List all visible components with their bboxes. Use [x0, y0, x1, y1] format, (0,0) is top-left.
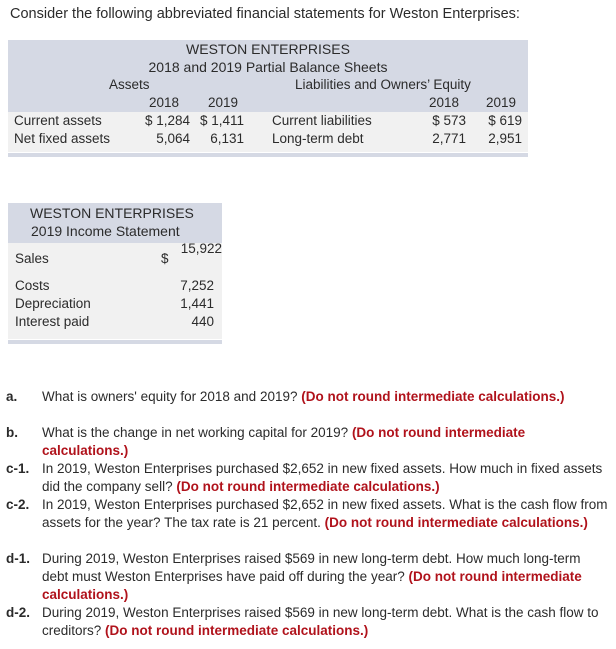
interest-paid-value: 440: [191, 314, 214, 329]
costs-value: 7,252: [180, 278, 214, 293]
row-label-current-assets: Current assets: [14, 113, 102, 128]
question-a-label: a.: [6, 389, 18, 404]
question-c1-note: (Do not round intermediate calculations.): [176, 479, 440, 494]
question-c2-label: c-2.: [6, 497, 30, 512]
question-c1: [42, 460, 608, 496]
question-d1-note: (Do not round intermediate calculations.): [42, 569, 582, 602]
question-c2-note: (Do not round intermediate calculations.): [324, 515, 588, 530]
income-statement-table: [8, 203, 222, 343]
question-b-label: b.: [6, 425, 18, 440]
question-d1-text: During 2019, Weston Enterprises raised $569 in new long-term debt. How much long-term debt must Weston Enterprises have paid off during the year?: [42, 551, 581, 584]
assets-year-2019: 2019: [208, 95, 239, 110]
question-b-text: What is the change in net working capital for 2019?: [42, 425, 352, 440]
question-c2-text: In 2019, Weston Enterprises purchased $2,652 in new fixed assets. What is the cash flow from assets for the year? The tax rate is 21 percent.: [42, 497, 608, 530]
current-liabilities-2019: $ 619: [488, 113, 522, 128]
depreciation-value: 1,441: [180, 296, 214, 311]
net-fixed-assets-2019: 6,131: [210, 131, 244, 146]
row-label-costs: Costs: [15, 278, 50, 293]
question-d2-note: (Do not round intermediate calculations.): [105, 623, 369, 638]
question-c1-text: In 2019, Weston Enterprises purchased $2,652 in new fixed assets. How much in fixed assets did the company sell?: [42, 461, 603, 494]
long-term-debt-2019: 2,951: [488, 131, 522, 146]
current-assets-2018: $ 1,284: [144, 113, 190, 128]
question-a-text: What is owners' equity for 2018 and 2019?: [42, 389, 302, 404]
long-term-debt-2018: 2,771: [432, 131, 466, 146]
row-label-current-liabilities: Current liabilities: [272, 113, 372, 128]
assets-year-2018: 2018: [149, 95, 180, 110]
balance-sheet-table: [8, 40, 528, 158]
balance-sheet-title: 2018 and 2019 Partial Balance Sheets: [148, 59, 388, 75]
question-d2: [42, 604, 608, 640]
row-label-net-fixed-assets: Net fixed assets: [14, 131, 111, 146]
liab-year-2019: 2019: [486, 95, 517, 110]
income-statement-company: WESTON ENTERPRISES: [30, 205, 194, 221]
question-d1: [42, 550, 608, 604]
balance-sheet-company: WESTON ENTERPRISES: [186, 41, 350, 57]
row-label-long-term-debt: Long-term debt: [272, 131, 364, 146]
row-label-interest-paid: Interest paid: [15, 314, 90, 329]
question-b-note: (Do not round intermediate calculations.): [42, 425, 526, 458]
assets-header: Assets: [109, 77, 150, 92]
question-c2: [42, 496, 608, 532]
question-a-note: (Do not round intermediate calculations.): [301, 389, 565, 404]
row-label-sales: Sales: [15, 251, 49, 266]
intro-text: Consider the following abbreviated financial statements for Weston Enterprises:: [10, 6, 520, 22]
current-assets-2019: $ 1,411: [199, 113, 244, 128]
question-c1-label: c-1.: [6, 461, 30, 476]
question-d1-label: d-1.: [6, 551, 31, 566]
sales-value: 15,922: [180, 241, 222, 256]
net-fixed-assets-2018: 5,064: [156, 131, 190, 146]
question-a: [42, 388, 608, 406]
sales-currency: $: [161, 251, 169, 266]
current-liabilities-2018: $ 573: [432, 113, 466, 128]
question-d2-text: During 2019, Weston Enterprises raised $569 in new long-term debt. What is the cash flow to creditors?: [42, 605, 599, 638]
liabilities-header: Liabilities and Owners’ Equity: [295, 77, 471, 92]
question-b: [42, 424, 608, 460]
liab-year-2018: 2018: [429, 95, 460, 110]
question-d2-label: d-2.: [6, 605, 31, 620]
row-label-depreciation: Depreciation: [15, 296, 91, 311]
income-statement-bottom-rule: [8, 340, 222, 344]
balance-sheet-bottom-rule: [8, 153, 528, 157]
income-statement-title: 2019 Income Statement: [31, 223, 180, 239]
